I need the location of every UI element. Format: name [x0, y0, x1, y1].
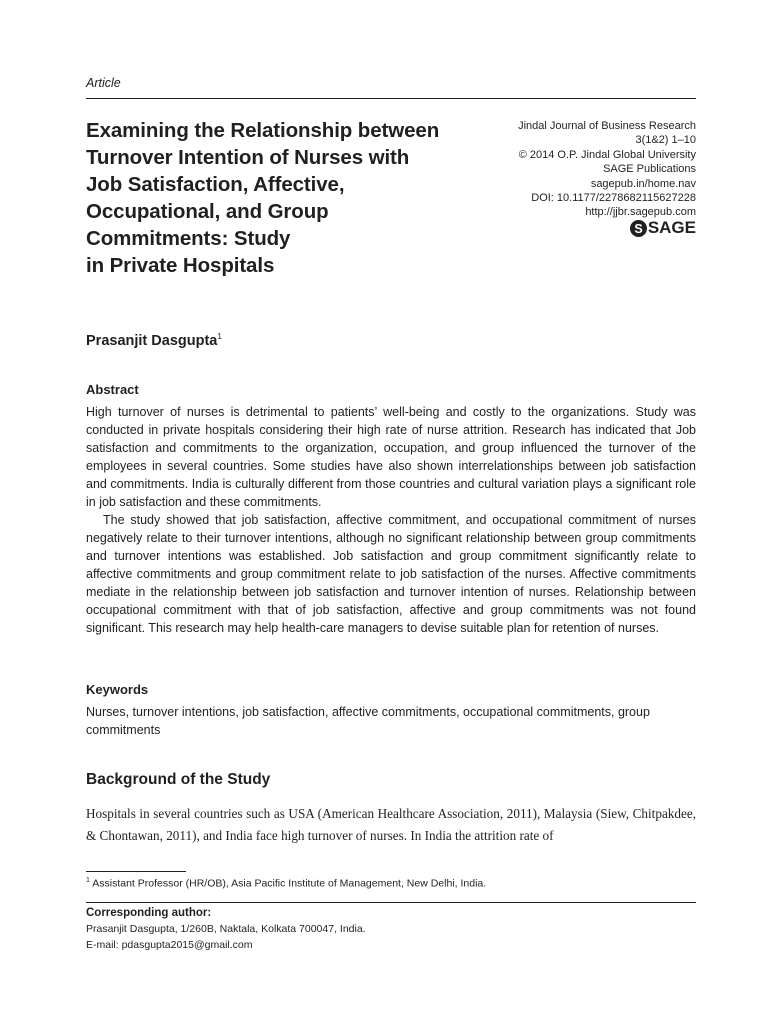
journal-info	[518, 119, 696, 220]
journal-volume: 3(1&2) 1–10	[635, 134, 696, 147]
journal-publisher: SAGE Publications	[603, 163, 696, 176]
article-label: Article	[86, 76, 121, 90]
title-line: Examining the Relationship between	[86, 119, 440, 142]
journal-copyright: © 2014 O.P. Jindal Global University	[518, 148, 696, 161]
keywords-heading: Keywords	[86, 682, 149, 697]
correspondence-rule	[86, 902, 696, 903]
correspondence-heading: Corresponding author:	[86, 907, 212, 919]
sage-logo	[630, 218, 696, 238]
svg-text:S: S	[634, 221, 643, 236]
correspondence-address: Prasanjit Dasgupta, 1/260B, Naktala, Kolkata 700047, India.	[86, 923, 366, 935]
abstract-paragraph: High turnover of nurses is detrimental to patients’ well-being and costly to the organizations. Study was conducted in private hospitals considering their high rate of nurse attrition. Research has indicated that Job satisfaction and commitments to the organization, occupation, and group influenced the turnover of the employees in several countries. Some studies have also shown interrelationships between job satisfaction and commitments. India is culturally different from those countries and cultural variation plays a significant role in job satisfaction and these commitments.	[86, 405, 696, 509]
title-line: Turnover Intention of Nurses with	[86, 146, 410, 169]
sage-s-icon	[630, 220, 647, 237]
journal-name: Jindal Journal of Business Research	[518, 120, 696, 132]
sage-logo-text: SAGE	[647, 218, 696, 237]
journal-doi[interactable]: DOI: 10.1177/2278682115627228	[531, 192, 696, 205]
author-name	[86, 333, 222, 349]
footnote-marker: 1	[86, 877, 90, 884]
correspondence-email[interactable]: E-mail: pdasgupta2015@gmail.com	[86, 939, 253, 951]
header-rule	[86, 98, 696, 99]
title-line: Occupational, and Group	[86, 200, 329, 223]
footnote-text: Assistant Professor (HR/OB), Asia Pacific Institute of Management, New Delhi, India.	[92, 877, 487, 890]
author-name-text: Prasanjit Dasgupta	[86, 333, 218, 349]
background-paragraph: Hospitals in several countries such as USA (American Healthcare Association, 2011), Malaysia (Siew, Chitpakdee, & Chontawan, 2011), and India face high turnover of nurses. In India the attrition rate of	[86, 806, 696, 843]
title-line: Commitments: Study	[86, 227, 291, 250]
journal-site-link[interactable]: sagepub.in/home.nav	[590, 177, 696, 190]
abstract-body	[86, 403, 696, 637]
journal-url-link[interactable]: http://jjbr.sagepub.com	[585, 206, 696, 219]
abstract-heading: Abstract	[86, 382, 139, 397]
keywords-text: Nurses, turnover intentions, job satisfaction, affective commitments, occupational commitments, group commitments	[86, 705, 650, 737]
author-affiliation-marker: 1	[217, 332, 222, 341]
title-line: Job Satisfaction, Affective,	[86, 173, 345, 196]
section-heading: Background of the Study	[86, 771, 271, 788]
title-line: in Private Hospitals	[86, 254, 275, 277]
footnote	[86, 877, 486, 890]
paper-title	[86, 117, 506, 279]
footnote-rule	[86, 871, 186, 872]
abstract-paragraph: The study showed that job satisfaction, affective commitment, and occupational commitment of nurses negatively relate to their turnover intentions, although no significant relationship between group commitments and turnover intentions was established. Job satisfaction and group commitment significantly relate to affective commitments and group commitment relate to job satisfaction of the nurses. Affective commitments mediate in the relationship between job satisfaction and turnover intention of nurses. Relationship between occupational commitment with that of job satisfaction, affective and group commitments was not found significant. This research may help health-care managers to devise suitable plan for retention of nurses.	[86, 513, 696, 635]
